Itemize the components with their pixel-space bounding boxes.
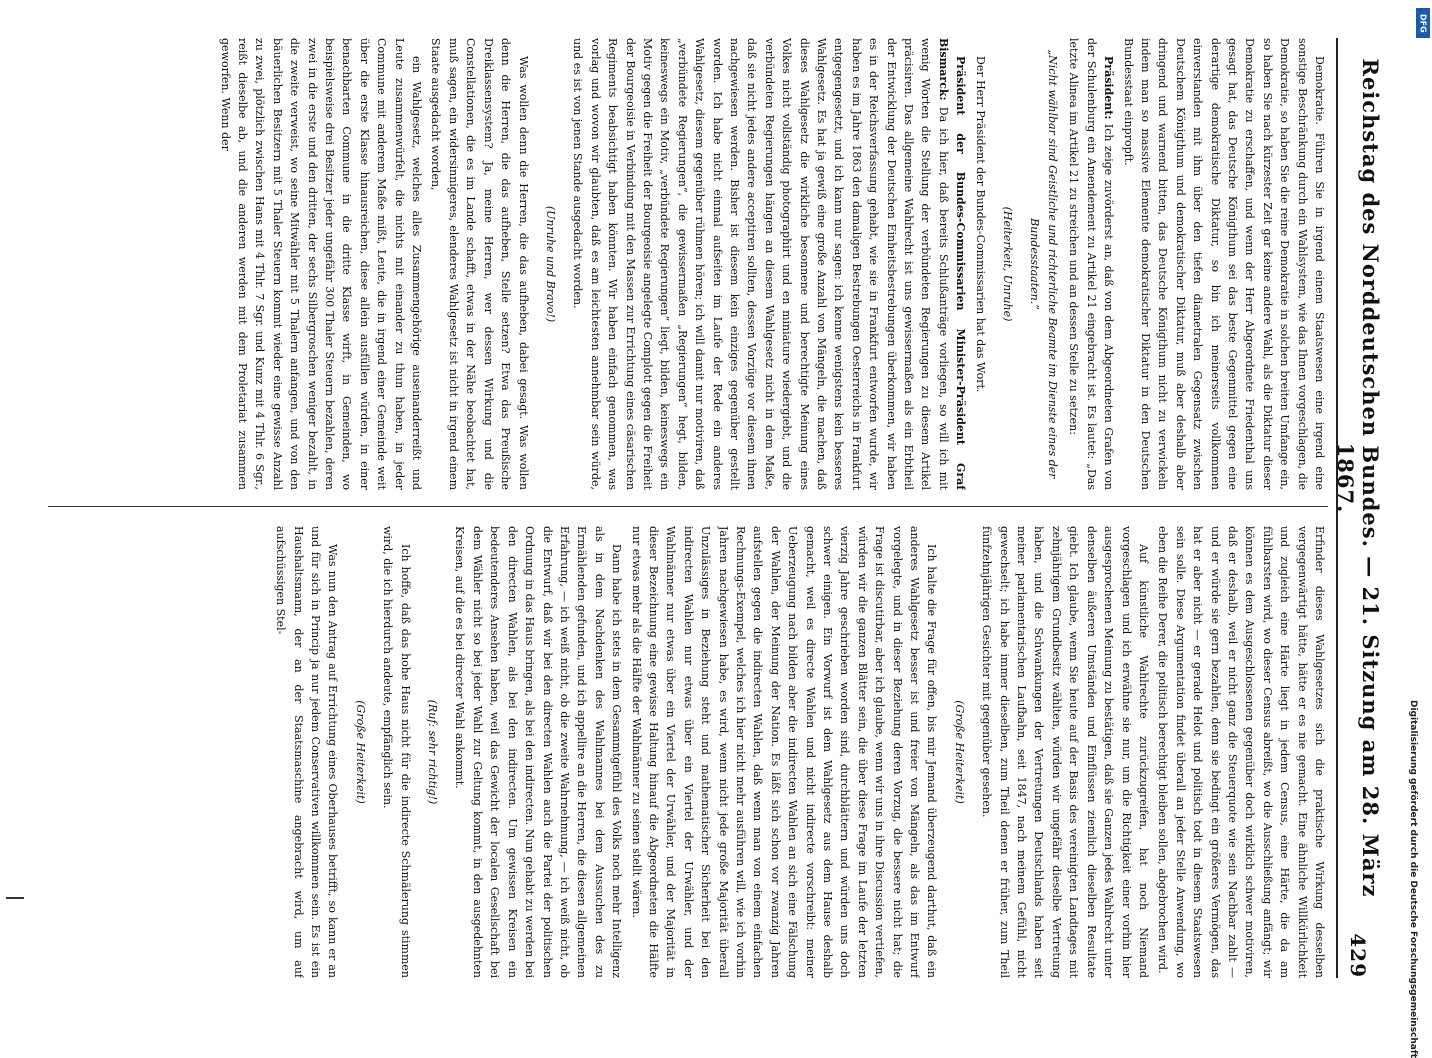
header-title: Reichstag des Norddeutschen Bundes. — 21. Sitzung am 28. März 1867. (1333, 58, 1383, 898)
body-paragraph: Ich halte die Frage für offen, bis mir Jemand überzeugend darthut, daß ein anderes Wahlgesetz besser ist und freier von Mängeln, als das im Entwurf vorgelegte, und in dieser Beziehung deren Vorzug, die bessere nicht hat; die Frage ist discutirbar, aber ich glaube, wenn wir uns in ihre Discussion vertiefen, würden wir die ganzen Blätter sein, die über diese Frage im Laufe der letzten vierzig Jahre geschrieben worden sind, durchblättern und würden uns doch schwer einigen. Ein Vorwurf ist dem Wahlgesetz aus dem Hause deshalb gemacht, weil es directe Wahlen und nicht indirecte vorschreibt: meiner Ueberzeugung nach bilden aber die indirecten Wahlen an sich eine Fälschung der Wahlen, der Meinung der Nation. Es läßt sich schon vor zwanzig Jahren aufstellen gegen die indirecten Wahlen, daß wenn man von einem einfachen Rechnungs-Exempel, welches ich hier nicht mehr ausführen will, wie ich vorhin Jahren nachgewiesen habe, es wird, wenn nicht jede große Majorität überall Unzulässiges in Beziehung steht und mathematischer Sicherheit bei den indirecten Wahlen nur etwas über ein Viertel der Urwähler, und der Wahlmänner nur etwas über ein Viertel der Urwähler, und der Majorität in dieser Bezeichnung eine gewisse Haltung hinauf die Abgeordneten die Hälfte nur etwas mehr als die Hälfte der Wahlmänner zu seinen stellt wären. (629, 526, 939, 978)
body-paragraph: ein Wahlgesetz, welches alles Zusammengehörige auseinanderreißt und Leute zusammenwürfelt, die nichts mit einander zu thun haben, in jeder Commune mit anderem Maße mißt, Leute, die in irgend einer Gemeinde weit über die erste Klasse hinausreichen, diese allein ausfüllen würden, in einer benachbarten Commune in die dritte Klasse wirft, in Gemeinden, wo beispielsweise drei Besitzer jeder ungefähr 300 Thaler Steuern bezahlen, deren zwei in die erste und den dritten, der sechs Silbergroschen weniger bezahlt, in die zweite verweist, wo seine Mitwähler mit 5 Thalern anfangen, und von den bäuerlichen Besitzern mit 5 Thaler Steuern kommt wieder eine gewisse Anzahl zu zwei, plötzlich zwischen Hans mit 4 Thlr. 7 Sgr. und Kunz mit 4 Thlr. 6 Sgr., reißt dieselbe ab, und die anderen werden mit dem Proletariat zusammen geworfen. Wenn der (218, 38, 424, 490)
rotated-document-page (38, 38, 1383, 978)
quoted-amendment: „Nicht wählbar sind Geistliche und richterliche Beamte im Dienste eines der Bundesstaaten.“ (1028, 49, 1059, 479)
scan-margin-mark (6, 897, 24, 899)
digitization-credit (1408, 0, 1432, 1058)
dfg-logo: DFG (1416, 8, 1430, 38)
speaker-name: Präsident der Bundes-Commissarien Minister-Präsident Graf Bismarck: (936, 38, 968, 490)
body-paragraph: Ich hoffe, daß das hohe Haus nicht für die indirecte Schmälerung stimmen wird, die ich hierdurch andeute, empfänglich sein. (381, 526, 412, 978)
text-column-right (48, 526, 1328, 978)
stage-direction: (Unruhe und Bravo!) (543, 205, 557, 323)
text-column-left (48, 38, 1328, 490)
speech-text: Da ich hier, daß bereits Schlußanträge vorliegen, so will ich mit wenig Worten die Stellung der verbündeten Regierungen zu diesem Artikel präcisiren. Das allgemeine Wahlrecht ist uns gewissermaßen als ein Erbtheil der Entwicklung der Deutschen Einheitsbestrebungen überkommen, wir haben es in der Reichsverfassung gehabt, wie sie in Frankfurt entworfen wurde, wir haben es im Jahre 1863 den damaligen Bestrebungen Oesterreichs in Frankfurt entgegengesetzt, und ich kann nur sagen: ich kenne wenigstens kein besseres Wahlgesetz. Es hat ja gewiß eine große Anzahl von Mängeln, die machen, daß dieses Wahlgesetz die wirkliche besonnene und berechtigte Meinung eines Volkes nicht vollständig photographirt und en miniature wiedergiebt, und die verbündeten Regierungen hängen an diesem Wahlgesetz nicht in dem Maße, daß sie nicht jedes andere acceptiren sollten, dessen Vorzüge vor diesem ihnen nachgewiesen werden. Bisher ist diesem kein einziges gegenüber gestellt worden. Ich habe nicht einmal aufseiten im Laufe der Rede ein anderes Wahlgesetz, diesem gegenüber rühmen hören; ich will damit nur motiviren, daß „verbündete Regierungen“, die gewissermaßen „Regierungen“ hegt, bilden, keineswegs ein Motiv, „verbündete Regierungen“ liegt, bilden, keineswegs ein Motiv gegen die Freiheit der Bourgeoisie angelegte Complott gegen die Freiheit der Bourgeoisie in Verbindung mit den Massen zur Errichtung eines cäsarischen Regiments beabsichtigt haben könnten. Wir haben einfach genommen, was vorlag und wovon wir glaubten, daß es am leichtesten annehmbar sein würde, und es ist von jenen Stande ausgedacht worden. (571, 38, 950, 490)
speech-text: Ich zeige zuvörderst an, daß von dem Abgeordneten Grafen von der Schulenburg ein Amendement zu Artikel 21 eingebracht ist. Es lautet: „Das letzte Alinea im Artikel 21 zu streichen und an dessen Stelle zu setzen: (1067, 38, 1116, 490)
body-paragraph: Auf künstliche Wahlrechte zurückzugreifen, hat noch Niemand vorgeschlagen und ich erwähne sie nur, um die Richtigkeit einer vorhin hier ausgesprochenen Meinung zu bestätigen, daß sie Ganzen jedes Wahlrecht unter denselben äußeren Umständen und Einflüssen ziemlich dieselben Resultate giebt. Ich glaube, wenn Sie heute auf der Basis des vereinigten Landtages mit zehnjährigem Grundbesitz wählten, würden wir ungefähr dieselbe Vertretung haben, und die Schwankungen der Vertretungen Deutschlands haben seit meiner parlamentarischen Laufbahn, seit 1847, nach meinem Gefühl, nicht gewechselt; ich habe immer dieselben, zum Theil denen er früher, zum Theil fünfzehnjährigen Gesichter mit gegenüber gesehen. (980, 526, 1150, 978)
stage-direction: (Heiterkeit, Unruhe) (1001, 206, 1015, 322)
body-paragraph: Was wollen denn die Herren, die das aufheben, dabei gesagt. Was wollen denn die Herren, die das aufheben, Stelle setzen? Etwa das Preußische Dreiklassensystem? Ja, meine Herren, wer dessen Wirkung und die Constellationen, die es im Lande schafft, etwas in der Nähe beobachtet hat, muß sagen, ein widersinnigeres, elenderes Wahlgesetz ist nicht in irgend einem Staate ausgedacht worden, (429, 38, 530, 490)
stage-direction: (Große Heiterkeit) (353, 700, 367, 804)
credit-text: Digitalisierung gefördert durch die Deutsche Forschungsgemeinschaft (1408, 700, 1418, 1058)
speaker-name: Präsident: (1102, 56, 1116, 120)
body-paragraph: Der Herr Präsident der Bundes-Commissarien hat das Wort. (973, 56, 987, 393)
page-header (1333, 38, 1383, 978)
body-paragraph: Dann habe ich stets in dem Gesammtgefühl des Volks noch mehr Intelligenz als in dem Nachdenken des Wahlmannes bei dem Aussuchen des zu Ermählenden gefunden, und ich appellire an die Herren, die diesen allgemeinen Erfahrung, — ich weiß nicht, ob die zweite Wahrnehmung, — ich weiß nicht, ob die Entwurf, daß wir bei den directen Wahlen auch die Partei der politischen Ordnung in das Haus bringen, als bei den indirecten. Nun gehabt zu werden bei den directen Wahlen, als bei den indirecten. Um gewissen Kreisen ein bedeutenderes Ansehen haben, weil das Gewicht der localen Gesellschaft bei dem Wähler nicht so bei jeder Wahl zur Geltung kommt, in den ausgedehnten Kreisen, auf die es bei directer Wahl ankommt. (453, 526, 624, 978)
stage-direction: (Ruf: sehr richtig!) (426, 699, 440, 805)
body-paragraph: Was nun den Antrag auf Errichtung eines Oberhauses betrifft, so kann er an und für sich in Princip ja nur jedem Conservativen willkommen sein. Es ist ein Haushaltsmann, der an der Staatsmaschine angebracht wird, um auf aufschüssigen Stel- (274, 526, 340, 978)
stage-direction: (Große Heiterkeit) (952, 700, 966, 804)
column-divider (48, 506, 1328, 507)
speech-paragraph (1065, 38, 1117, 490)
speech-paragraph (569, 38, 969, 490)
body-paragraph: Erfinder dieses Wahlgesetzes sich die praktische Wirkung desselben vergegenwärtigt hätte, hätte er es nie gemacht. Eine ähnliche Willkürlichkeit und zugleich eine Härte liegt in jedem Census, eine Härte, die da am fühlbarsten wird, wo dieser Census abreißt, wo die Ausschließung anfängt; wir können es dem Ausgeschlossenen gegenüber doch wirklich schwer motiviren, daß er deshalb, weil er nicht ganz die Steuerquote wie sein Nachbar zahlt — und er würde sie gern bezahlen, denn sie bedingt ein größeres Vermögen, das hat er aber nicht — er gerade Helot und politisch todt in diesem Staatswesen sein solle. Diese Argumentation findet überall an jeder Stelle Anwendung, wo eben die Reihe Derer, die politisch berechtigt bleiben sollen, abgebrochen wird. (1156, 526, 1326, 978)
page-number: 429 (1346, 933, 1370, 978)
body-paragraph: Demokratie. Führen Sie in irgend einem Staatswesen eine irgend eine sonstige Beschränkung durch ein Wahlsystem, wie das Ihnen vorgeschlagen, die Demokratie, so haben Sie die reine Demokratie in solchen breiten Umfange ein, so haben Sie nach kürzester Zeit gar keine andere Wahl, als die Diktatur dieser Demokratie zu erschaffen, und wenn der Herr Abgeordnete Friedenthal uns gesagt hat, das Deutsche Königthum sei das beste Gegenmittel gegen eine derartige demokratische Diktatur, so bin ich meinerseits vollkommen einverstanden mit ihm über den tiefen diametralen Gegensatz zwischen Deutschem Königthum und demokratischer Diktatur, muß aber deshalb aber dringend und warnend bitten, das Deutsche Königthum nicht zu verwickeln indem man so massive Elemente demokratischer Diktatur in den Deutschen Bundesstaat einpropft. (1121, 38, 1326, 490)
